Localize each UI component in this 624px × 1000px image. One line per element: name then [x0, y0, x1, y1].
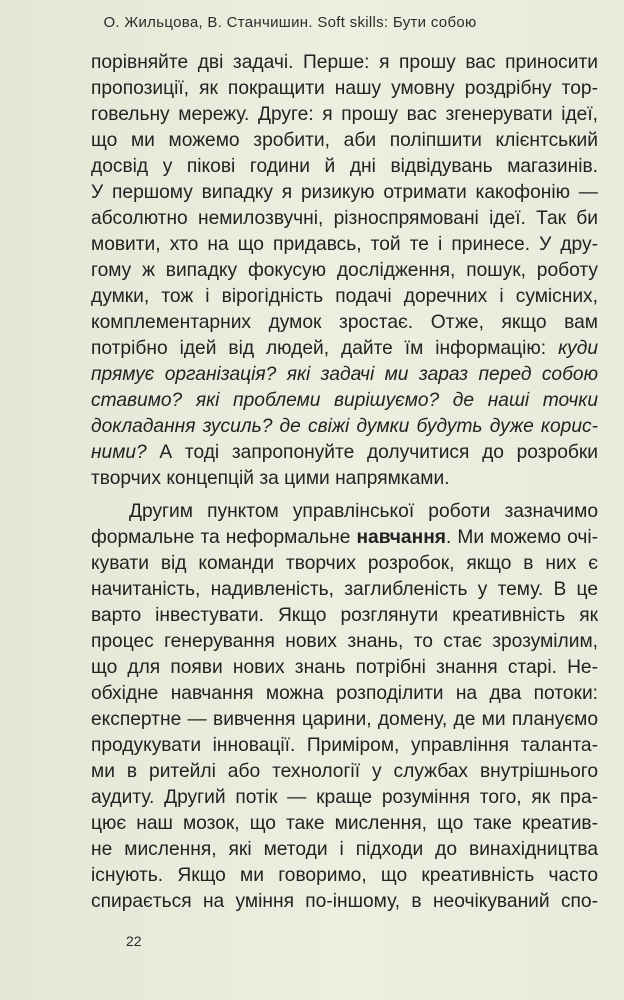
plain-text: А тоді запропонуйте долучитися до розробки — [146, 442, 598, 463]
paragraph-2-line: процес генерування нових знань, то стає зрозумілим, — [91, 631, 598, 652]
italic-text: ними? — [91, 442, 147, 463]
paragraph-1-line — [91, 440, 598, 466]
paragraph-2-line: ми в ритейлі або технології у службах внутрішнього — [91, 761, 598, 782]
paragraph-2-first-line: Другим пунктом управлінської роботи зазначимо — [129, 501, 598, 522]
page-number: 22 — [126, 933, 142, 949]
paragraph-1-line: що ми можемо зробити, аби поліпшити клієнтський — [91, 130, 598, 151]
paragraph-1-line: пропозиції, як покращити нашу умовну роздрібну тор- — [91, 78, 598, 99]
paragraph-2-line: кувати від команди творчих розробок, якщо в них є — [91, 553, 598, 574]
paragraph-1-line: думки, тож і вірогідність подачі доречних і сумісних, — [91, 286, 598, 307]
paragraph-1-line: говельну мережу. Друге: я прошу вас згенерувати ідеї, — [91, 104, 598, 125]
paragraph-2-line: експертне — вивчення царини, домену, де ми плануємо — [91, 709, 598, 730]
paragraph-2-line: що для появи нових знань потрібні знання старі. Не- — [91, 657, 598, 678]
paragraph-2-line: не мислення, які методи і підходи до винахідництва — [91, 839, 598, 860]
paragraph-2-line: варто інвестувати. Якщо розглянути креативність як — [91, 605, 598, 626]
paragraph-1-line: досвід у пікові години й дні відвідувань магазинів. — [91, 156, 598, 177]
body-text — [91, 50, 598, 915]
paragraph-2-line: продукувати інновації. Приміром, управління таланта- — [91, 735, 598, 756]
paragraph-1-line: У першому випадку я ризикую отримати какофонію — — [91, 182, 598, 203]
bold-term: навчання — [356, 527, 446, 548]
italic-text: куди — [558, 338, 598, 359]
plain-text: потрібно ідей від людей, дайте їм інформацію: — [91, 338, 559, 359]
paragraph-1-line — [91, 336, 598, 362]
paragraph-2-line: існують. Якщо ми говоримо, що креативність часто — [91, 865, 598, 886]
plain-text: формальне та неформальне — [91, 527, 357, 548]
paragraph-1-line-italic: прямує організація? які задачі ми зараз перед собою — [91, 364, 598, 385]
paragraph-2-line: аудиту. Другий потік — краще розуміння того, як пра- — [91, 787, 598, 808]
paragraph-1-line: комплементарних думок зростає. Отже, якщо вам — [91, 312, 598, 333]
paragraph-1-line: мовити, хто на що придавсь, той те і принесе. У дру- — [91, 234, 598, 255]
paragraph-1-line: гому ж випадку фокусую дослідження, пошук, роботу — [91, 260, 598, 281]
running-head: О. Жильцова, В. Станчишин. Soft skills: Бути собою — [103, 14, 477, 31]
paragraph-1-last-line: творчих концепцій за цими напрямками. — [91, 468, 450, 489]
paragraph-2-line: цює наш мозок, що таке мислення, що таке креатив- — [91, 813, 598, 834]
paragraph-1-line-italic: докладання зусиль? де свіжі думки будуть дуже корис- — [91, 416, 598, 437]
paragraph-2-line: начитаність, надивленість, заглибленість у тему. В це — [91, 579, 598, 600]
paragraph-1-line: порівняйте дві задачі. Перше: я прошу вас приносити — [91, 52, 598, 73]
paragraph-1-line: абсолютно немилозвучні, різноспрямовані ідеї. Так би — [91, 208, 598, 229]
paragraph-2-line — [91, 525, 598, 551]
paragraph-2-line: обхідне навчання можна розподілити на два потоки: — [91, 683, 598, 704]
paragraph-1-line-italic: ставимо? які проблеми вирішуємо? де наші точки — [91, 390, 598, 411]
paragraph-gap — [91, 492, 598, 499]
plain-text: . Ми можемо очі- — [445, 527, 598, 548]
paragraph-2-line: спирається на уміння по-іншому, в неочікуваний спо- — [91, 891, 598, 912]
